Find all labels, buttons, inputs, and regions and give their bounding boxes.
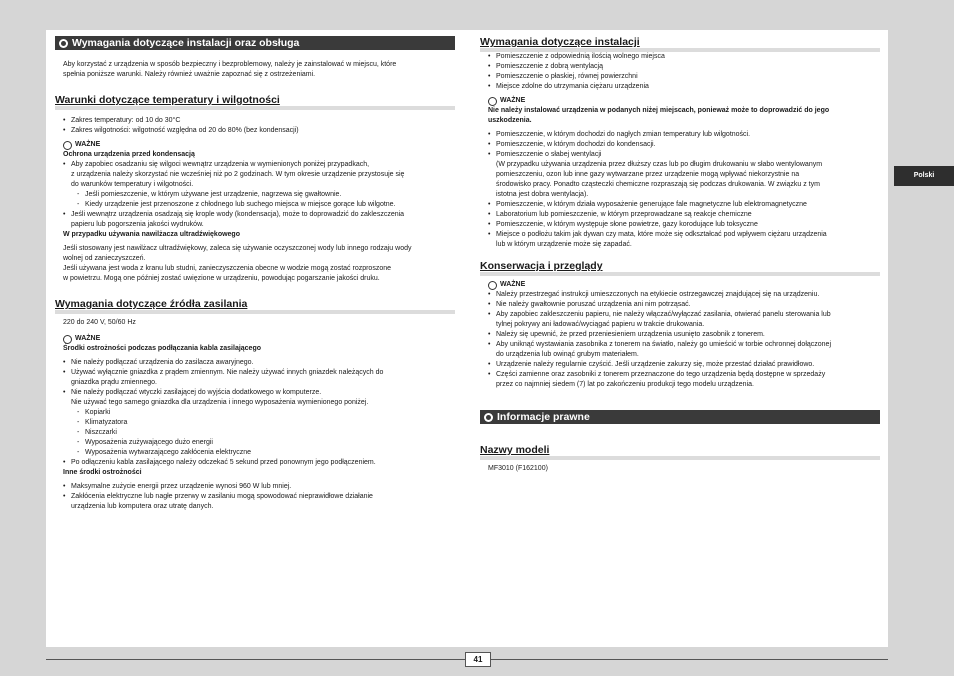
document-page (46, 30, 888, 647)
list-item: • Pomieszczenie, w którym dochodzi do nagłych zmian temperatury lub wilgotności. (480, 130, 880, 140)
list-item: • Pomieszczenie o płaskiej, równej powierzchni (480, 72, 880, 82)
heading-power: Wymagania dotyczące źródła zasilania (55, 298, 455, 314)
list-item: • Części zamienne oraz zasobniki z tonerem przeznaczone do tego urządzenia będą dostępne w sprzedaży przez co najmniej siedem (7) lat po zakończeniu produkcji tego modelu urządzenia. (480, 370, 880, 390)
section-bullet-icon (59, 39, 68, 48)
list-item: • Po odłączeniu kabla zasilającego należy odczekać 5 sekund przed ponownym jego podłączeniem. (55, 458, 455, 468)
heading-temperature: Warunki dotyczące temperatury i wilgotności (55, 94, 455, 110)
list-item: • Maksymalne zużycie energii przez urządzenie wynosi 960 W lub mniej. (55, 482, 455, 492)
section-banner-installation (55, 36, 455, 50)
list-item: • Należy przestrzegać instrukcji umieszczonych na etykiecie ostrzegawczej znajdującej się na urządzeniu. (480, 290, 880, 300)
list-item: • Miejsce o podłożu takim jak dywan czy mata, które może się odkształcać pod wpływem ciężaru urządzenia lub w którym urządzenie może się zapadać. (480, 230, 880, 250)
list-item: • Nie należy podłączać wtyczki zasilającej do wyjścia dodatkowego w komputerze. Nie używać tego samego gniazdka dla urządzenia i innego wyposażenia wymienionego poniżej. (55, 388, 455, 408)
language-tab[interactable]: Polski (894, 166, 954, 186)
section-banner-legal (480, 410, 880, 424)
list-item: • Pomieszczenie o słabej wentylacji (W przypadku używania urządzenia przez dłuższy czas lub po długim drukowaniu w słabo wentylowanym pomieszczeniu, ozon lub inne gazy wytwarzane przez urządzenie mogą wpływać niekorzystnie na środowisko pracy. Ponadto cząsteczki chemiczne rozpraszają się podczas drukowania. W związku z tym istotna jest dobra wentylacja). (480, 150, 880, 200)
list-item: • Pomieszczenie z dobrą wentylacją (480, 62, 880, 72)
important-icon (488, 97, 497, 106)
list-item: • Aby zapobiec zakleszczeniu papieru, nie należy włączać/wyłączać zasilania, otwierać panelu sterowania lub tylnej pokrywy ani ładować/wyciągać papieru w trakcie drukowania. (480, 310, 880, 330)
list-item: • Jeśli wewnątrz urządzenia osadzają się krople wody (kondensacja), może to doprowadzić do zakleszczenia papieru lub pogorszenia jakości wydruków. (55, 210, 455, 230)
important-label: WAŻNE (480, 280, 880, 290)
important-label: WAŻNE (55, 140, 455, 150)
important-label: WAŻNE (55, 334, 455, 344)
cable-title: Środki ostrożności podczas podłączania kabla zasilającego (63, 345, 262, 352)
power-value: 220 do 240 V, 50/60 Hz (63, 319, 136, 326)
list-item: • Należy się upewnić, że przed przeniesieniem urządzenia usunięto zasobnik z tonerem. (480, 330, 880, 340)
list-item: - Kiedy urządzenie jest przenoszone z chłodnego lub suchego miejsca w miejsce gorące lub wilgotne. (55, 200, 455, 210)
model-value: MF3010 (F162100) (488, 465, 548, 472)
important-icon (488, 281, 497, 290)
temperature-list (55, 116, 455, 136)
other-title: Inne środki ostrożności (63, 469, 142, 476)
humidifier-title: W przypadku używania nawilżacza ultradźwiękowego (63, 231, 240, 238)
page-number: 41 (465, 652, 491, 667)
list-item: • Pomieszczenie, w którym działa wyposażenie generujące fale magnetyczne lub elektromagnetyczne (480, 200, 880, 210)
list-item: • Nie należy podłączać urządzenia do zasilacza awaryjnego. (55, 358, 455, 368)
intro-text: Aby korzystać z urządzenia w sposób bezpieczny i bezproblemowy, należy je zainstalować w miejscu, które spełnia poniższe warunki. Należy również uważnie zapoznać się z ostrzeżeniami. (63, 61, 397, 78)
list-item: • Miejsce zdolne do utrzymania ciężaru urządzenia (480, 82, 880, 92)
heading-maintenance: Konserwacja i przeglądy (480, 260, 880, 276)
list-item: • Aby uniknąć wystawiania zasobnika z tonerem na światło, należy go umieścić w torbie ochronnej dołączonej do urządzenia lub owinąć grubym materiałem. (480, 340, 880, 360)
condensation-title: Ochrona urządzenia przed kondensacją (63, 151, 195, 158)
humidifier-text: Jeśli stosowany jest nawilżacz ultradźwiękowy, zaleca się używanie oczyszczonej wody lub innego rodzaju wody wolnej od zanieczyszczeń. Jeśli używana jest woda z kranu lub studni, zanieczyszczenia obecne w wodzie mogą zostać rozproszone w powietrzu. Mogą one później zostać uwięzione w urządzeniu, powodując pogarszanie jakości druku. (63, 245, 412, 282)
heading-install: Wymagania dotyczące instalacji (480, 36, 880, 52)
list-item: • Urządzenie należy regularnie czyścić. Jeśli urządzenie zakurzy się, może przestać działać prawidłowo. (480, 360, 880, 370)
list-item: - Klimatyzatora (55, 418, 455, 428)
maintenance-list (480, 290, 880, 390)
list-item: - Wyposażenia zużywającego dużo energii (55, 438, 455, 448)
list-item: • Pomieszczenie, w którym dochodzi do kondensacji. (480, 140, 880, 150)
not-install-text: Nie należy instalować urządzenia w podanych niżej miejscach, ponieważ może to doprowadzić do jego uszkodzenia. (488, 107, 830, 124)
list-item: • Pomieszczenie z odpowiednią ilością wolnego miejsca (480, 52, 880, 62)
banner-title: Informacje prawne (497, 411, 590, 423)
banner-title: Wymagania dotyczące instalacji oraz obsługa (72, 37, 300, 49)
important-icon (63, 335, 72, 344)
list-item: - Niszczarki (55, 428, 455, 438)
list-item: • Aby zapobiec osadzaniu się wilgoci wewnątrz urządzenia w wymienionych poniżej przypadkach, z urządzenia należy skorzystać nie wcześniej niż po 2 godzinach. W tym okresie urządzenie przystosuje się do warunków temperatury i wilgotności. (55, 160, 455, 190)
list-item: • Pomieszczenie, w którym występuje słone powietrze, gazy korodujące lub toksyczne (480, 220, 880, 230)
left-column (55, 36, 455, 512)
list-item: • Zakres temperatury: od 10 do 30°C (55, 116, 455, 126)
list-item: • Nie należy gwałtownie poruszać urządzenia ani nim potrząsać. (480, 300, 880, 310)
list-item: • Zakres wilgotności: wilgotność względna od 20 do 80% (bez kondensacji) (55, 126, 455, 136)
condensation-list (55, 160, 455, 230)
list-item: • Używać wyłącznie gniazdka z prądem zmiennym. Nie należy używać innych gniazdek należących do gniazdka prądu zmiennego. (55, 368, 455, 388)
other-list (55, 482, 455, 512)
list-item: - Jeśli pomieszczenie, w którym używane jest urządzenie, nagrzewa się gwałtownie. (55, 190, 455, 200)
right-column (480, 36, 880, 474)
list-item: • Laboratorium lub pomieszczenie, w którym przeprowadzane są reakcje chemiczne (480, 210, 880, 220)
cable-list (55, 358, 455, 468)
list-item: - Wyposażenia wytwarzającego zakłócenia elektryczne (55, 448, 455, 458)
section-bullet-icon (484, 413, 493, 422)
list-item: - Kopiarki (55, 408, 455, 418)
important-label: WAŻNE (480, 96, 880, 106)
install-list (480, 52, 880, 92)
list-item: • Zakłócenia elektryczne lub nagłe przerwy w zasilaniu mogą spowodować nieprawidłowe działanie urządzenia lub komputera oraz utratę danych. (55, 492, 455, 512)
important-icon (63, 141, 72, 150)
bad-places-list (480, 130, 880, 250)
heading-model-names: Nazwy modeli (480, 444, 880, 460)
